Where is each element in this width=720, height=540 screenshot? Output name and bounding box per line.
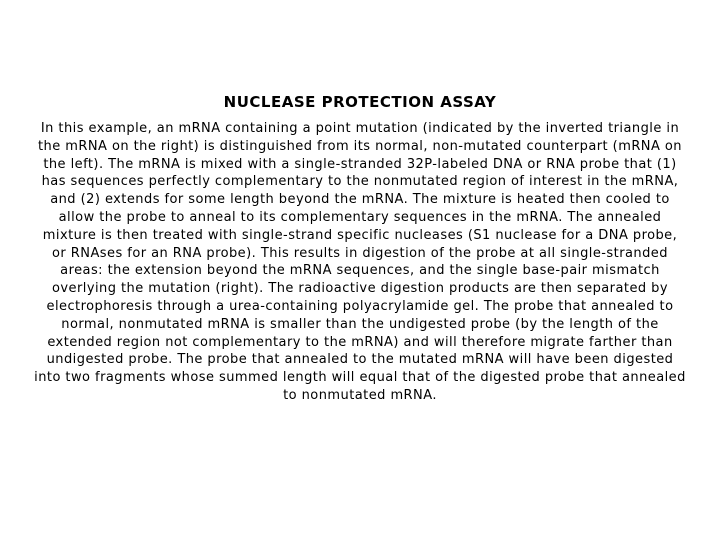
slide-title: NUCLEASE PROTECTION ASSAY (223, 93, 497, 111)
slide-body-text: In this example, an mRNA containing a point mutation (indicated by the inverted triangle in the mRNA on the right) is distinguished from its normal, non-mutated counterpart (mRNA on the left). The mRNA is mixed with a single-stranded 32P-labeled DNA or RNA probe that (1) has sequences perfectly complementary to the nonmutated region of interest in the mRNA, and (2) extends for some length beyond the mRNA. The mixture is heated then cooled to allow the probe to anneal to its complementary sequences in the mRNA. The annealed mixture is then treated with single-strand specific nucleases (S1 nuclease for a DNA probe, or RNAses for an RNA probe). This results in digestion of the probe at all single-stranded areas: the extension beyond the mRNA sequences, and the single base-pair mismatch overlying the mutation (right). The radioactive digestion products are then separated by electrophoresis through a urea-containing polyacrylamide gel. The probe that annealed to normal, nonmutated mRNA is smaller than the undigested probe (by the length of the extended region not complementary to the mRNA) and will therefore migrate farther than undigested probe. The probe that annealed to the mutated mRNA will have been digested into two fragments whose summed length will equal that of the digested probe that annealed to nonmutated mRNA. (34, 121, 686, 403)
